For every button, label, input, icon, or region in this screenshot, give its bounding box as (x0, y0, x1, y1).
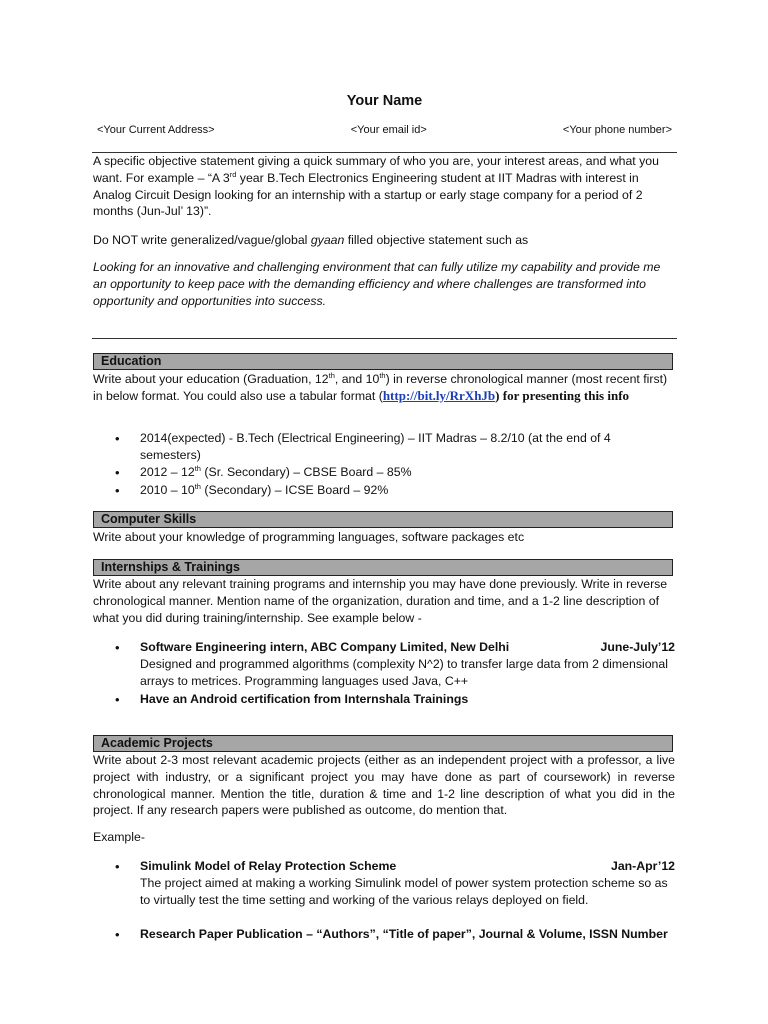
list-item (112, 464, 672, 481)
objective-text: year B.Tech Electronics Engineering student at IIT Madras with interest in Analog Circuit Design looking for an internship with a startup or early stage company for a period of 2 months (Jun-Jul’ 13)”. (93, 170, 643, 219)
section-header-internships: Internships & Trainings (93, 559, 673, 576)
contact-line (97, 124, 672, 136)
text: Write about your education (Graduation, 12 (93, 372, 329, 386)
list-item (112, 639, 675, 691)
objective-divider (92, 338, 677, 339)
text: (Secondary) – ICSE Board – 92% (200, 482, 389, 497)
objective-paragraph-1 (93, 153, 675, 220)
project-date: Jan-Apr’12 (610, 859, 675, 873)
text: for presenting this info (499, 387, 630, 403)
list-item (112, 926, 672, 943)
objective-text: filled objective statement such as (344, 233, 529, 247)
address: <Your Current Address> (97, 124, 215, 136)
objective-italic-word: gyaan (310, 233, 345, 247)
text: 2014(expected) - B.Tech (Electrical Engineering) – IIT Madras – 8.2/10 (at the end of 4 semesters) (140, 431, 611, 463)
publication-details: – “Authors”, “Title of paper”, Journal & Volume, ISSN Number (302, 926, 668, 941)
projects-list (112, 858, 675, 943)
bullet-icon: • (115, 859, 120, 874)
section-header-academic-projects: Academic Projects (93, 735, 673, 752)
superscript: th (379, 370, 386, 380)
example-label: Example- (93, 830, 145, 844)
list-item (112, 430, 672, 464)
list-item (112, 691, 672, 708)
internships-list (112, 639, 675, 708)
education-intro (93, 371, 675, 405)
internship-role: Software Engineering intern, ABC Company Limited, New Delhi (140, 640, 510, 654)
bullet-icon: • (115, 640, 120, 655)
computer-skills-text: Write about your knowledge of programming languages, software packages etc (93, 530, 525, 544)
bullet-icon: • (115, 482, 120, 498)
bullet-icon: • (115, 691, 120, 707)
superscript: th (328, 370, 335, 380)
bullet-icon: • (115, 465, 120, 481)
internship-heading (140, 639, 675, 656)
text: 2012 – 12 (140, 465, 195, 480)
internships-text: Write about any relevant training programs and internship you may have done previously. Write in reverse chronological manner. Mention name of the organization, duration and time, and a 1-2 line description of what you did during training/internship. See example below - (93, 577, 668, 625)
tabular-format-link[interactable]: http://bit.ly/RrXhJb (382, 387, 496, 403)
superscript: th (194, 481, 201, 491)
internship-description: Designed and programmed algorithms (complexity N^2) to transfer large data from 2 dimensional arrays to metrices. Programming languages used Java, C++ (140, 657, 668, 689)
publication-label: Research Paper Publication (140, 926, 303, 941)
email: <Your email id> (350, 124, 427, 136)
superscript: rd (229, 169, 237, 179)
project-description: The project aimed at making a working Simulink model of power system protection scheme so as to virtually test the time setting and working of the various relays deployed on field. (140, 876, 668, 908)
phone: <Your phone number> (562, 124, 672, 136)
text: ) (495, 387, 500, 403)
objective-text: Do NOT write generalized/vague/global (93, 233, 311, 247)
internship-date: June-July’12 (600, 640, 675, 654)
text: ) in reverse chronological manner (most recent first) in below format. You could also use a tabular format ( (93, 372, 668, 403)
superscript: th (194, 464, 201, 474)
text: 2010 – 10 (140, 482, 195, 497)
education-list (112, 430, 672, 499)
candidate-name: Your Name (346, 93, 423, 109)
list-item (112, 858, 675, 910)
section-header-computer-skills: Computer Skills (93, 511, 673, 528)
project-title: Simulink Model of Relay Protection Scheme (140, 859, 397, 873)
list-item (112, 482, 672, 499)
bullet-icon: • (115, 926, 120, 942)
section-header-education: Education (93, 353, 673, 370)
objective-paragraph-2 (93, 232, 675, 249)
text: , and 10 (334, 372, 380, 386)
objective-example: Looking for an innovative and challenging environment that can fully utilize my capability and provide me an opportunity to keep pace with the demanding efficiency and where challenges are transformed into opportunity and opportunities into success. (93, 260, 661, 308)
bullet-icon: • (115, 431, 120, 446)
certification: Have an Android certification from Internshala Trainings (140, 691, 469, 706)
text: (Sr. Secondary) – CBSE Board – 85% (200, 465, 412, 480)
objective-text: A specific objective statement giving a quick summary of who you are, your interest areas, and what you want. For example – “A 3 (93, 154, 659, 185)
project-heading (140, 858, 675, 875)
projects-text: Write about 2-3 most relevant academic projects (either as an independent project with a professor, a live project with industry, or a significant project you may have done as part of coursework) in reverse chronological manner. Mention the title, duration & time and 1-2 line description of what you did in the project. If any research papers were published as outcome, do mention that. (93, 753, 675, 818)
